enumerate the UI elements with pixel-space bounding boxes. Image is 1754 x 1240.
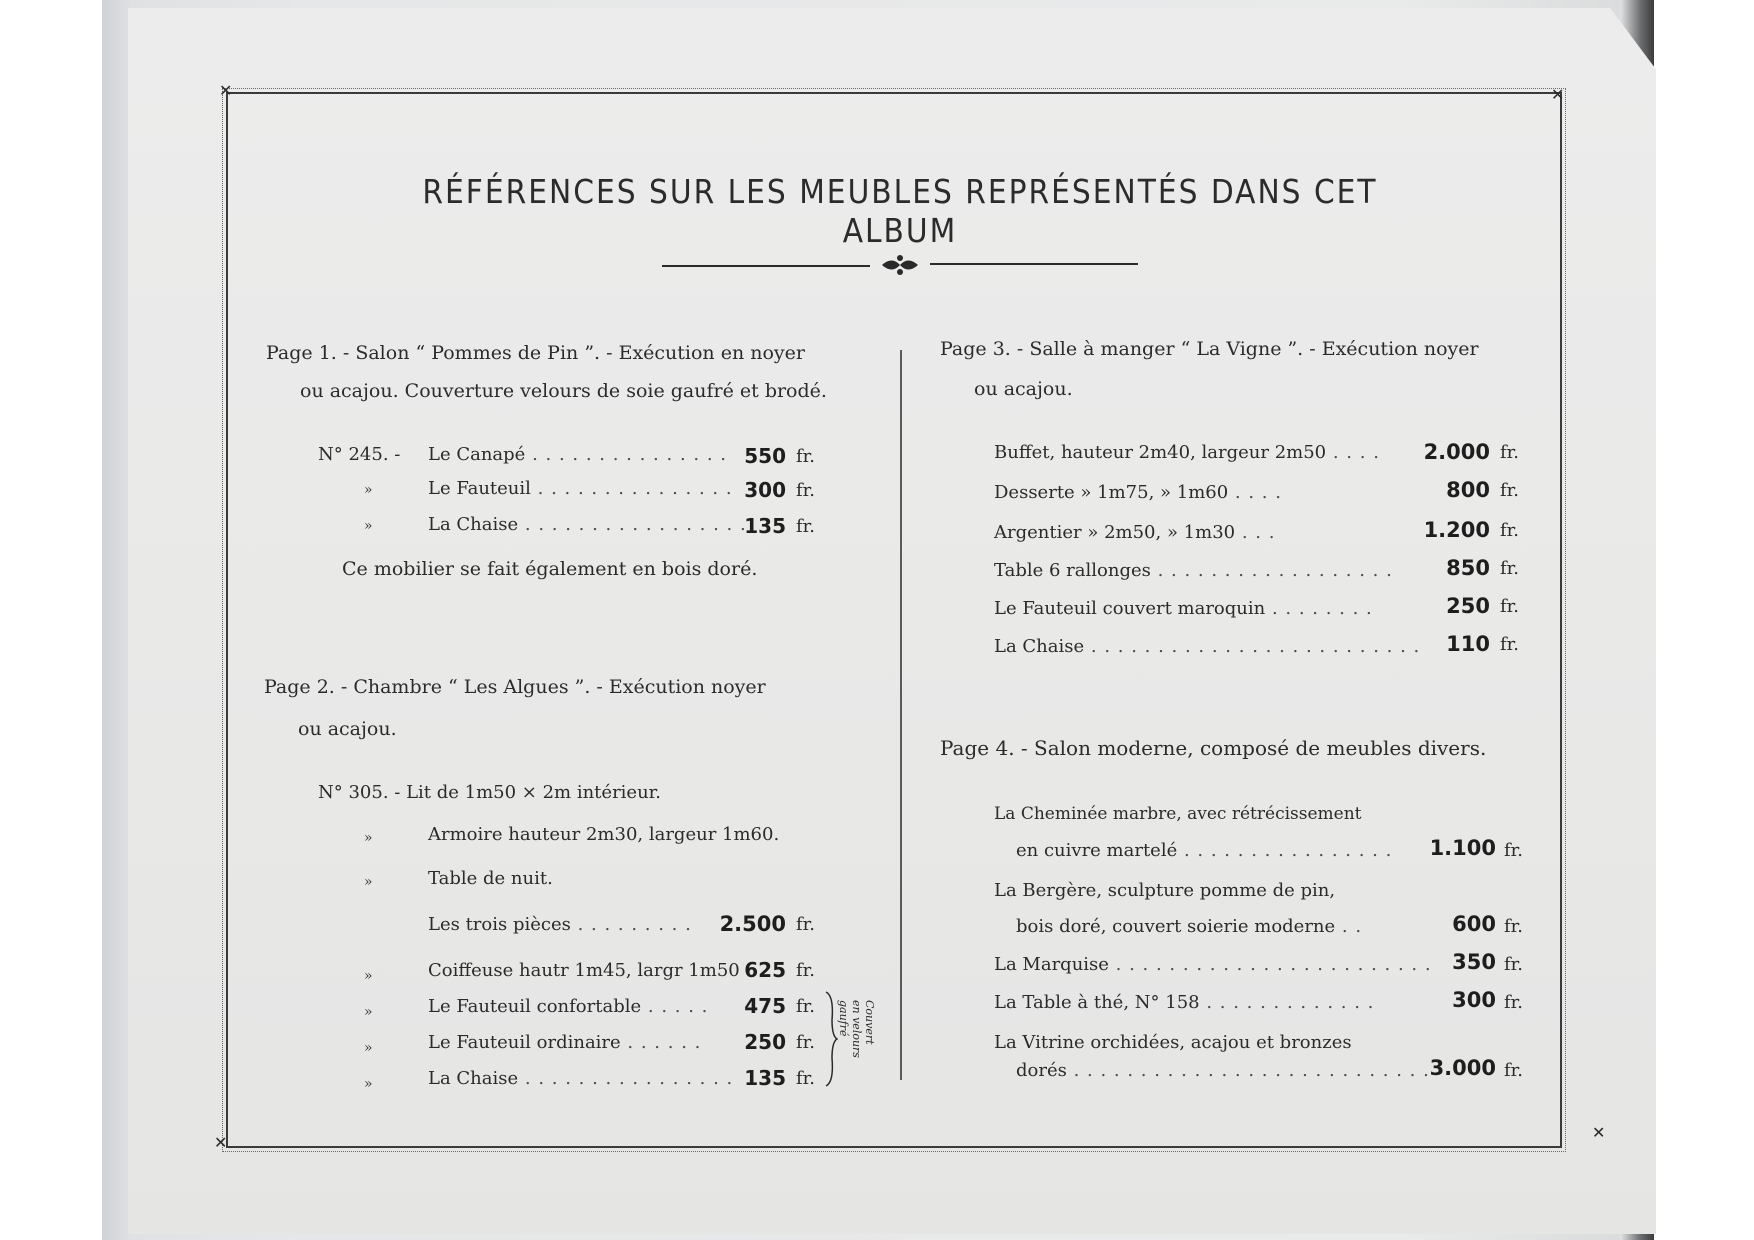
- item-label: Buffet, hauteur 2m40, largeur 2m50 . . . .: [994, 442, 1380, 463]
- item-label-cont: en cuivre martelé . . . . . . . . . . . . . . . .: [1016, 840, 1393, 861]
- item-label: Le Fauteuil couvert maroquin . . . . . . . .: [994, 598, 1373, 619]
- item-price: 110: [1446, 632, 1490, 656]
- currency-unit: fr.: [1500, 480, 1520, 501]
- page2-line: Armoire hauteur 2m30, largeur 1m60.: [428, 824, 780, 845]
- item-label: Table 6 rallonges . . . . . . . . . . . . . . . . . .: [994, 560, 1393, 581]
- ditto-mark: »: [364, 1076, 373, 1092]
- page-title: RÉFÉRENCES SUR LES MEUBLES REPRÉSENTÉS DANS CET ALBUM: [422, 172, 1378, 250]
- item-label: La Chaise . . . . . . . . . . . . . . . .: [428, 1068, 734, 1089]
- item-price: 135: [744, 1066, 786, 1090]
- ditto-mark: »: [364, 874, 373, 890]
- page2-heading: Page 2. - Chambre “ Les Algues ”. - Exécution noyer: [264, 676, 766, 698]
- page1-heading-cont: ou acajou. Couverture velours de soie gaufré et brodé.: [300, 380, 827, 402]
- item-label: Coiffeuse hautr 1m45, largr 1m50: [428, 960, 740, 981]
- title-ornament-icon: [660, 252, 1140, 276]
- page2-line: Table de nuit.: [428, 868, 553, 889]
- page4-heading: Page 4. - Salon moderne, composé de meubles divers.: [940, 736, 1487, 760]
- currency-unit: fr.: [1504, 992, 1524, 1013]
- item-price: 2.000: [1423, 440, 1490, 464]
- item-price: 3.000: [1429, 1056, 1496, 1080]
- item-price: 250: [1446, 594, 1490, 618]
- currency-unit: fr.: [796, 446, 816, 467]
- item-price: 135: [744, 514, 786, 538]
- page3-heading: Page 3. - Salle à manger “ La Vigne ”. - Exécution noyer: [940, 338, 1479, 360]
- item-label: La Table à thé, N° 158 . . . . . . . . . . . . .: [994, 992, 1375, 1013]
- item-label: Le Canapé . . . . . . . . . . . . . . .: [428, 444, 727, 465]
- ditto-mark: »: [364, 518, 373, 534]
- item-price: 1.100: [1429, 836, 1496, 860]
- currency-unit: fr.: [1504, 954, 1524, 975]
- ditto-mark: »: [364, 830, 373, 846]
- currency-unit: fr.: [796, 1068, 816, 1089]
- item-price: 600: [1452, 912, 1496, 936]
- corner-ornament-icon: ✕: [214, 1133, 228, 1152]
- item-price: 1.200: [1423, 518, 1490, 542]
- currency-unit: fr.: [1500, 596, 1520, 617]
- currency-unit: fr.: [1504, 1060, 1524, 1081]
- page1-note: Ce mobilier se fait également en bois doré.: [342, 558, 758, 580]
- item-label: La Marquise . . . . . . . . . . . . . . . . . . . . . . . .: [994, 954, 1432, 975]
- decorative-frame: [226, 92, 1562, 1148]
- currency-unit: fr.: [796, 1032, 816, 1053]
- currency-unit: fr.: [1500, 634, 1520, 655]
- ditto-mark: »: [364, 968, 373, 984]
- currency-unit: fr.: [796, 516, 816, 537]
- corner-ornament-icon: ✕: [219, 81, 233, 100]
- page2-line: N° 305. - Lit de 1m50 × 2m intérieur.: [318, 782, 662, 803]
- currency-unit: fr.: [1500, 520, 1520, 541]
- page2-heading-cont: ou acajou.: [298, 718, 397, 740]
- item-price: 250: [744, 1030, 786, 1054]
- item-price: 350: [1452, 950, 1496, 974]
- item-label: La Vitrine orchidées, acajou et bronzes: [994, 1032, 1352, 1053]
- side-note: Couvert en velours gaufré: [837, 1000, 876, 1058]
- item-price: 550: [744, 444, 786, 468]
- corner-ornament-icon: ✕: [1592, 1123, 1606, 1142]
- item-price: 300: [1452, 988, 1496, 1012]
- item-label: La Chaise . . . . . . . . . . . . . . . . .: [428, 514, 747, 535]
- item-price: 625: [744, 958, 786, 982]
- column-divider: [900, 350, 902, 1080]
- item-price: 850: [1446, 556, 1490, 580]
- currency-unit: fr.: [1500, 442, 1520, 463]
- item-prefix: N° 245. -: [318, 444, 401, 465]
- item-label: Desserte » 1m75, » 1m60 . . . .: [994, 482, 1282, 503]
- item-label: Le Fauteuil ordinaire . . . . . .: [428, 1032, 702, 1053]
- currency-unit: fr.: [1500, 558, 1520, 579]
- item-label: La Chaise . . . . . . . . . . . . . . . . . . . . . . . . .: [994, 636, 1421, 657]
- currency-unit: fr.: [796, 480, 816, 501]
- item-label: Le Fauteuil . . . . . . . . . . . . . . .: [428, 478, 733, 499]
- item-price: 800: [1446, 478, 1490, 502]
- item-price: 475: [744, 994, 786, 1018]
- item-label: Argentier » 2m50, » 1m30 . . .: [994, 522, 1276, 543]
- currency-unit: fr.: [1504, 916, 1524, 937]
- item-label: La Cheminée marbre, avec rétrécissement: [994, 804, 1362, 824]
- item-label-cont: bois doré, couvert soierie moderne . .: [1016, 916, 1363, 937]
- currency-unit: fr.: [796, 996, 816, 1017]
- item-label: La Bergère, sculpture pomme de pin,: [994, 880, 1336, 901]
- page3-heading-cont: ou acajou.: [974, 378, 1073, 400]
- ditto-mark: »: [364, 482, 373, 498]
- currency-unit: fr.: [1504, 840, 1524, 861]
- ditto-mark: »: [364, 1040, 373, 1056]
- set-label: Les trois pièces . . . . . . . . .: [428, 914, 692, 935]
- currency-unit: fr.: [796, 960, 816, 981]
- item-label: Le Fauteuil confortable . . . . .: [428, 996, 709, 1017]
- ditto-mark: »: [364, 1004, 373, 1020]
- corner-ornament-icon: ✕: [1551, 85, 1565, 104]
- item-price: 300: [744, 478, 786, 502]
- set-price: 2.500: [719, 912, 786, 936]
- brace-icon: [824, 990, 838, 1088]
- currency-unit: fr.: [796, 914, 816, 935]
- item-label-cont: dorés . . . . . . . . . . . . . . . . . . . . . . . . . . .: [1016, 1060, 1430, 1081]
- page1-heading: Page 1. - Salon “ Pommes de Pin ”. - Exécution en noyer: [266, 342, 805, 364]
